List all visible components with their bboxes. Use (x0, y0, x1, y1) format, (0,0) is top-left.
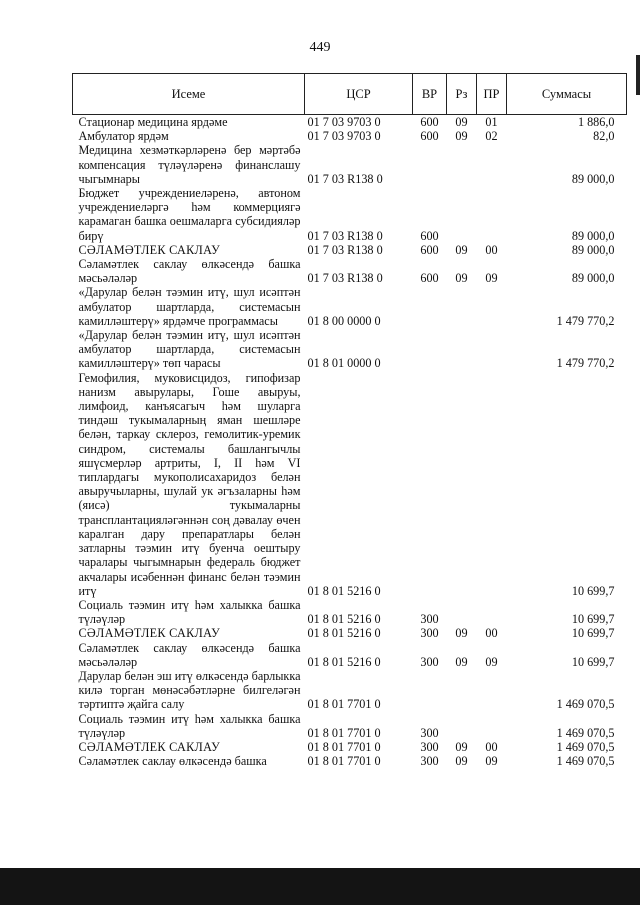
table-row (73, 186, 627, 243)
row-pr (477, 186, 507, 243)
header-vr: ВР (413, 74, 447, 115)
row-vr: 300 (420, 754, 439, 769)
table-row (73, 371, 627, 598)
row-csr: 01 7 03 9703 0 (307, 129, 381, 144)
scan-bottom-bar (0, 868, 640, 905)
row-csr: 01 8 01 7701 0 (307, 697, 381, 712)
row-pr: 09 (485, 271, 498, 286)
row-sum: 89 000,0 (571, 171, 615, 186)
row-csr: 01 8 01 7701 0 (307, 754, 381, 769)
row-pr: 01 (485, 115, 498, 129)
row-name: Сәламәтлек саклау өлкәсендә башка мәсьәләләр (78, 257, 301, 286)
row-name: Социаль тәэмин итү һәм халыкка башка түләүләр (78, 711, 301, 740)
table-row (73, 243, 627, 257)
table-row (73, 669, 627, 712)
budget-table (72, 73, 627, 768)
table-header-row (73, 74, 627, 115)
row-vr: 600 (420, 228, 439, 243)
row-vr: 600 (420, 115, 439, 129)
table-row (73, 598, 627, 626)
row-sum: 1 469 070,5 (556, 697, 615, 712)
row-name: Дарулар белән эш итү өлкәсендә барлыкка килә торган мөнәсәбәтләрне билгеләгән тәртиптә җайга салу (78, 668, 301, 712)
row-csr: 01 7 03 R138 0 (307, 228, 383, 243)
row-csr: 01 8 00 0000 0 (307, 313, 381, 328)
row-name: Сәламәтлек саклау өлкәсендә башка мәсьәләләр (78, 640, 301, 669)
row-sum: 89 000,0 (571, 271, 615, 286)
row-name: СӘЛАМӘТЛЕК САКЛАУ (78, 626, 221, 641)
row-name: Бюджет учреждениеләренә, автоном учреждениеләргә һәм коммерциягә карамаган башка оешмаларга субсидияләр бирү (78, 186, 301, 243)
row-sum: 1 469 070,5 (556, 725, 615, 740)
table-row (73, 328, 627, 371)
header-csr: ЦСР (305, 74, 413, 115)
row-sum: 89 000,0 (571, 228, 615, 243)
header-sum: Суммасы (507, 74, 627, 115)
row-sum: 10 699,7 (571, 612, 615, 627)
row-rz (447, 598, 477, 626)
row-sum: 1 479 770,2 (556, 356, 615, 371)
row-csr: 01 8 01 5216 0 (307, 583, 381, 598)
header-pr: ПР (477, 74, 507, 115)
row-rz: 09 (455, 242, 468, 257)
table-row (73, 641, 627, 669)
row-csr: 01 7 03 R138 0 (307, 171, 383, 186)
page-number: 449 (309, 40, 331, 55)
row-pr: 00 (485, 739, 498, 754)
row-rz (447, 669, 477, 712)
row-pr: 09 (485, 654, 498, 669)
row-name: Гемофилия, муковисцидоз, гипофизар нанизм авырулары, Гоше авыруы, лимфоид, канъясагыч һәм шуларга тиндәш тукымаларның яман шешләре белән, таркау склероз, гемолитик-уремик синдром, системалы башлангычлы яшүсмерләр артриты, I, II һәм VI типлардагы мукополисахаридоз белән авыручыларны, шулай ук әгъзаларны һәм (яисә) тукымаларны трансплантацияләгәннән соң дәвалау өчен каралган дару препаратлары белән затларны тәэмин итү буенча оештыру чаралары чыгымнарын федераль бюджет акчалары исәбеннән финанс белән тәэмин итү (78, 370, 301, 598)
row-csr: 01 8 01 7701 0 (307, 739, 381, 754)
row-sum: 1 886,0 (577, 115, 615, 129)
table-row (73, 129, 627, 143)
table-row (73, 143, 627, 186)
row-pr (477, 371, 507, 598)
row-rz (447, 186, 477, 243)
row-vr: 600 (420, 129, 439, 144)
row-rz: 09 (455, 271, 468, 286)
row-pr: 02 (485, 129, 498, 144)
row-vr: 300 (420, 654, 439, 669)
row-rz: 09 (455, 754, 468, 769)
row-name: СӘЛАМӘТЛЕК САКЛАУ (78, 739, 221, 754)
row-rz (447, 143, 477, 186)
row-rz: 09 (455, 654, 468, 669)
scan-edge-mark (636, 55, 640, 95)
row-csr: 01 8 01 7701 0 (307, 725, 381, 740)
row-name: СӘЛАМӘТЛЕК САКЛАУ (78, 242, 221, 257)
row-rz (447, 328, 477, 371)
row-pr: 00 (485, 626, 498, 641)
table-row (73, 740, 627, 754)
table-row (73, 712, 627, 740)
row-name: Стационар медицина ярдәме (78, 115, 228, 129)
row-sum: 10 699,7 (571, 583, 615, 598)
row-csr: 01 7 03 R138 0 (307, 242, 383, 257)
row-sum: 1 469 070,5 (556, 754, 615, 769)
row-sum: 89 000,0 (571, 242, 615, 257)
row-pr (477, 669, 507, 712)
row-pr (477, 328, 507, 371)
table-row (73, 257, 627, 285)
header-rz: Рз (447, 74, 477, 115)
row-sum: 10 699,7 (571, 654, 615, 669)
row-rz: 09 (455, 739, 468, 754)
row-vr: 300 (420, 725, 439, 740)
table-row (73, 626, 627, 640)
row-pr: 09 (485, 754, 498, 769)
row-name: Сәламәтлек саклау өлкәсендә башка (78, 754, 267, 769)
row-pr (477, 712, 507, 740)
row-csr: 01 7 03 R138 0 (307, 271, 383, 286)
table-row (73, 115, 627, 130)
row-vr (413, 328, 447, 371)
row-rz: 09 (455, 129, 468, 144)
row-vr: 300 (420, 739, 439, 754)
row-name: Социаль тәэмин итү һәм халыкка башка түләүләр (78, 597, 301, 627)
row-csr: 01 8 01 5216 0 (307, 612, 381, 627)
row-vr (413, 371, 447, 598)
row-vr (413, 669, 447, 712)
row-csr: 01 8 01 5216 0 (307, 626, 381, 641)
row-sum: 82,0 (593, 129, 615, 144)
table-row (73, 285, 627, 328)
row-vr: 300 (420, 612, 439, 627)
row-csr: 01 8 01 0000 0 (307, 356, 381, 371)
row-sum: 1 479 770,2 (556, 313, 615, 328)
row-rz (447, 712, 477, 740)
row-vr (413, 285, 447, 328)
header-name: Исеме (73, 74, 305, 115)
row-vr: 600 (420, 271, 439, 286)
row-pr (477, 143, 507, 186)
row-name: Амбулатор ярдәм (78, 129, 169, 144)
table-row (73, 754, 627, 768)
row-pr (477, 285, 507, 328)
row-sum: 10 699,7 (571, 626, 615, 641)
row-name: «Дарулар белән тәэмин итү, шул исәптән амбулатор шартларда, системасын камилләштерү» төп чарасы (78, 328, 301, 371)
row-pr: 00 (485, 242, 498, 257)
row-rz (447, 371, 477, 598)
row-vr: 300 (420, 626, 439, 641)
row-pr (477, 598, 507, 626)
row-name: «Дарулар белән тәэмин итү, шул исәптән амбулатор шартларда, системасын камилләштерү» ярдәмче программасы (78, 285, 301, 328)
row-name: Медицина хезмәткәрләренә бер мәртәбә компенсация түләүләренә финанслашу чыгымнары (78, 143, 301, 186)
row-rz (447, 285, 477, 328)
row-vr: 600 (420, 242, 439, 257)
row-rz: 09 (455, 115, 468, 129)
row-vr (413, 143, 447, 186)
row-rz: 09 (455, 626, 468, 641)
row-csr: 01 8 01 5216 0 (307, 654, 381, 669)
row-csr: 01 7 03 9703 0 (307, 115, 381, 129)
row-sum: 1 469 070,5 (556, 739, 615, 754)
